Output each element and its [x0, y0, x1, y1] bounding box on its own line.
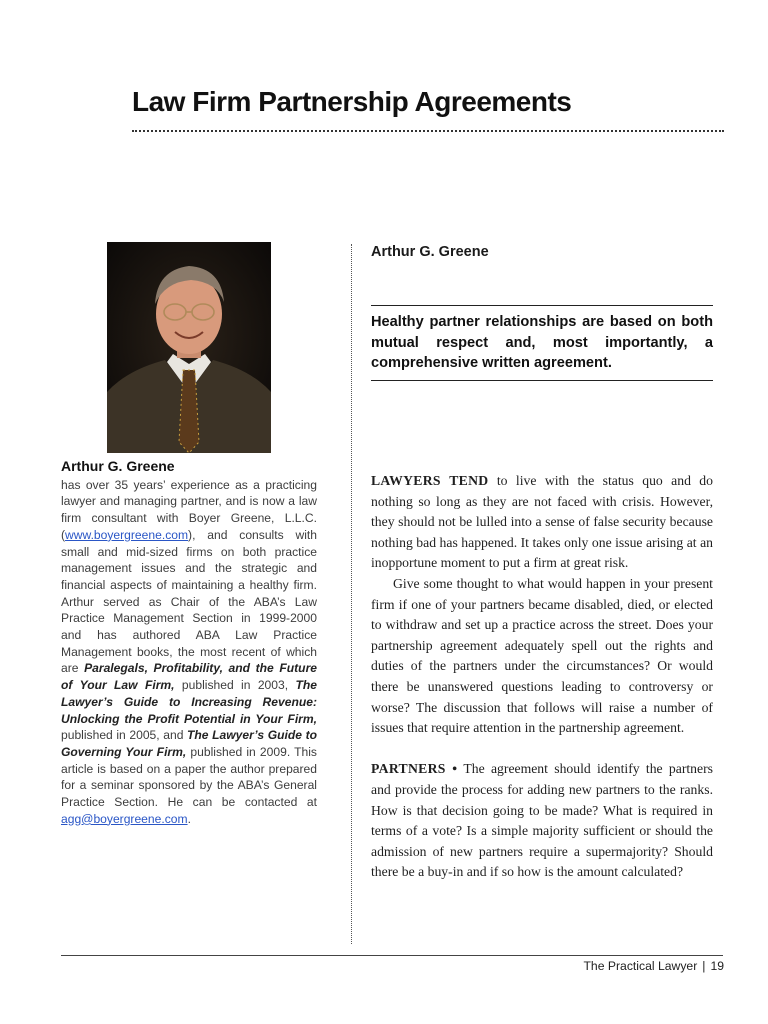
deck-rule-top	[371, 305, 713, 306]
bio-text: .	[187, 811, 191, 826]
bio-text: published in 2005, and	[61, 728, 188, 743]
page-footer	[583, 959, 724, 973]
deck-rule-bottom	[371, 380, 713, 381]
book-title: The Lawyer’s Guide to Increasing Revenue: Unlocking the Profit Potential in Your Firm,	[61, 678, 317, 726]
author-bio	[61, 458, 317, 827]
book-title: The Lawyer’s Guide to Governing Your Firm,	[61, 728, 317, 759]
footer-separator: |	[702, 959, 706, 973]
publication-name: The Practical Lawyer	[583, 959, 698, 973]
book-title: Paralegals, Profitability, and the Future of Your Law Firm,	[61, 661, 317, 693]
website-link[interactable]: www.boyergreene.com	[65, 527, 189, 542]
byline: Arthur G. Greene	[371, 244, 489, 260]
bio-text: has over 35 years’ experience as a practicing lawyer and managing partner, and is now a law firm consultant with Boyer Greene, L.L.C. (	[61, 477, 317, 542]
lead-in: LAWYERS TEND	[371, 473, 489, 488]
title-dotted-rule	[132, 130, 724, 132]
page-number: 19	[710, 959, 724, 973]
author-photo	[107, 242, 271, 453]
bio-text: published in 2003,	[174, 678, 296, 693]
article-title: Law Firm Partnership Agreements	[132, 86, 572, 117]
footer-rule	[61, 955, 723, 956]
paragraph-text: to live with the status quo and do nothing so long as they are not faced with crisis. However, they should not be lulled into a sense of false security because nothing bad has happened. It takes only one issue arising at an inopportune moment to put a firm at great risk.	[371, 473, 713, 571]
article-body	[371, 471, 713, 883]
bio-name: Arthur G. Greene	[61, 458, 175, 474]
bio-text: published in 2009. This article is based on a paper the author prepared for a seminar sponsored by the ABA’s General Practice Section. He can be contacted at	[61, 744, 317, 810]
column-divider	[351, 244, 352, 944]
section-head: PARTNERS •	[371, 761, 458, 777]
paragraph	[371, 759, 713, 883]
email-link[interactable]: agg@boyergreene.com	[61, 811, 188, 826]
paragraph	[371, 471, 713, 574]
article-deck: Healthy partner relationships are based on both mutual respect and, most importantly, a comprehensive written agreement.	[371, 314, 713, 371]
paragraph-text: The agreement should identify the partners and provide the process for adding new partners to the ranks. How is that decision going to be made? What is required in terms of a vote? Is a simple majority sufficient or should the admission of new partners require a supermajority? Should there be a buy-in and if so how is the amount calculated?	[371, 761, 713, 880]
author-portrait-image	[107, 242, 271, 453]
paragraph: Give some thought to what would happen in your present firm if one of your partners became disabled, died, or elected to withdraw and set up a practice across the street. Does your partnership agreement adequately spell out the rights and duties of the partners under the circumstances? Or would there be unanswered questions leading to controversy or worse? The discussion that follows will raise a number of issues that require attention in the partnership agreement.	[371, 575, 713, 736]
bio-text: ), and consults with small and mid-sized firms on both practice management issues and the strategic and financial aspects of maintaining a healthy firm. Arthur served as Chair of the ABA’s Law Practice Management Section in 1999-2000 and has authored ABA Law Practice Management books, the most recent of which are	[61, 527, 317, 676]
